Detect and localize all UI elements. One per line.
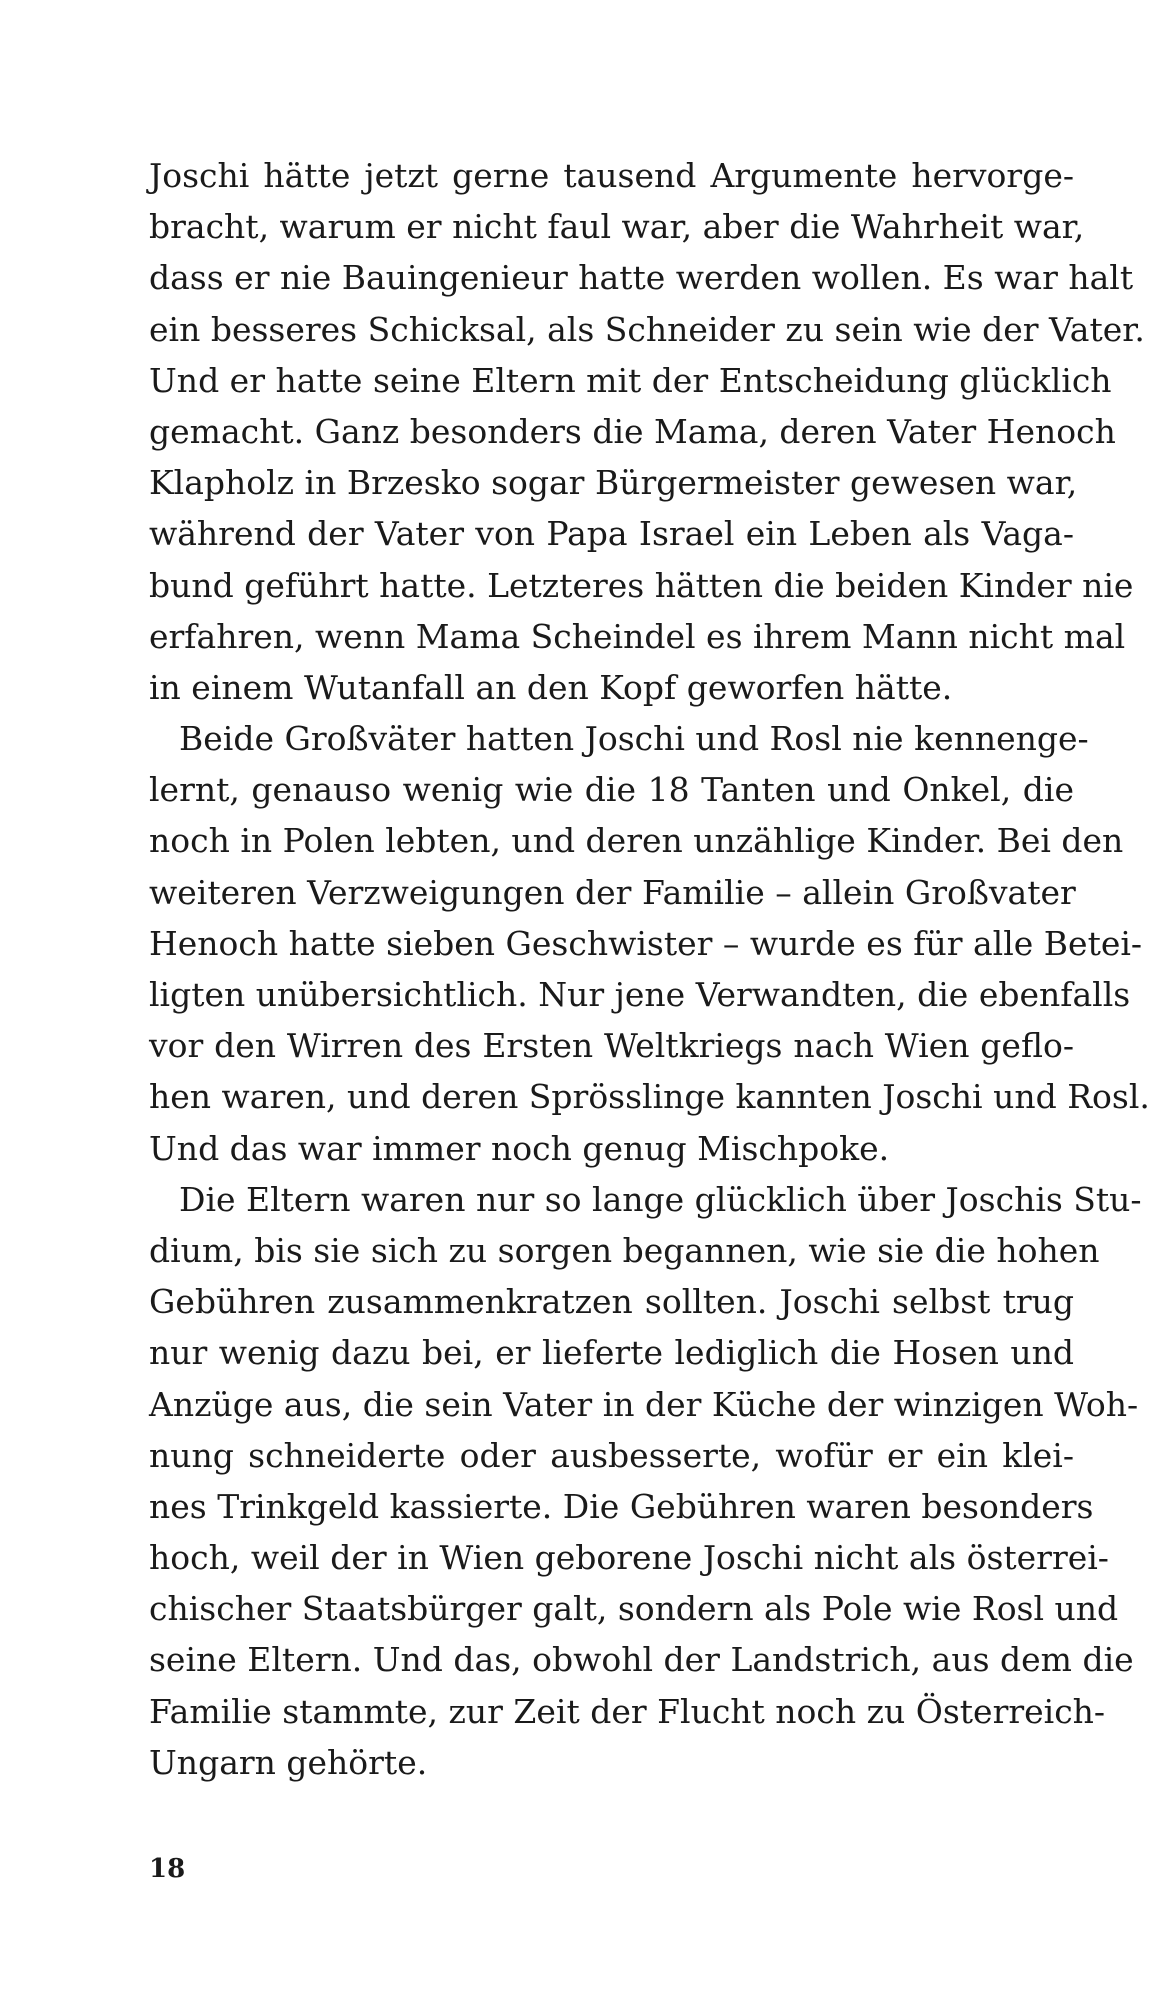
text-line: Beide Großväter hatten Joschi und Rosl nie kennenge- <box>179 719 1089 759</box>
text-line: in einem Wutanfall an den Kopf geworfen hätte. <box>149 667 953 707</box>
text-line: Und er hatte seine Eltern mit der Entscheidung glücklich <box>149 360 1112 400</box>
text-line: weiteren Verzweigungen der Familie – allein Großvater <box>149 872 1076 912</box>
text-line: dium, bis sie sich zu sorgen begannen, wie sie die hohen <box>149 1230 1100 1270</box>
text-line: nung schneiderte oder ausbesserte, wofür er ein klei- <box>149 1435 1074 1475</box>
text-line: lernt, genauso wenig wie die 18 Tanten und Onkel, die <box>149 770 1074 810</box>
text-line: bund geführt hatte. Letzteres hätten die beiden Kinder nie <box>149 565 1134 605</box>
text-line: vor den Wirren des Ersten Weltkriegs nach Wien geflo- <box>149 1026 1074 1066</box>
text-line: Ungarn gehörte. <box>149 1742 428 1782</box>
text-line: hoch, weil der in Wien geborene Joschi nicht als österrei- <box>149 1538 1109 1578</box>
text-line: nes Trinkgeld kassierte. Die Gebühren waren besonders <box>149 1486 1094 1526</box>
text-line: Klapholz in Brzesko sogar Bürgermeister gewesen war, <box>149 463 1078 503</box>
text-line: gemacht. Ganz besonders die Mama, deren Vater Henoch <box>149 411 1116 451</box>
paragraph <box>149 1174 1142 1788</box>
text-line: dass er nie Bauingenieur hatte werden wollen. Es war halt <box>149 258 1134 298</box>
text-line: chischer Staatsbürger galt, sondern als Pole wie Rosl und <box>149 1589 1119 1629</box>
text-line: Henoch hatte sieben Geschwister – wurde es für alle Betei- <box>149 923 1143 963</box>
text-line: erfahren, wenn Mama Scheindel es ihrem Mann nicht mal <box>149 616 1126 656</box>
text-line: Anzüge aus, die sein Vater in der Küche der winzigen Woh- <box>149 1384 1139 1424</box>
text-line: bracht, warum er nicht faul war, aber die Wahrheit war, <box>149 207 1085 247</box>
page-number: 18 <box>149 1854 186 1884</box>
text-line: ein besseres Schicksal, als Schneider zu sein wie der Vater. <box>149 309 1145 349</box>
body-text <box>149 150 1150 1788</box>
text-line: ligten unübersichtlich. Nur jene Verwandten, die ebenfalls <box>149 975 1131 1014</box>
paragraph <box>149 713 1150 1174</box>
paragraph <box>149 150 1145 713</box>
text-line: hen waren, und deren Sprösslinge kannten Joschi und Rosl. <box>149 1077 1150 1117</box>
text-line: noch in Polen lebten, und deren unzählige Kinder. Bei den <box>149 821 1124 861</box>
text-line: während der Vater von Papa Israel ein Leben als Vaga- <box>149 514 1074 554</box>
text-line: nur wenig dazu bei, er lieferte lediglich die Hosen und <box>149 1333 1074 1373</box>
text-line: seine Eltern. Und das, obwohl der Landstrich, aus dem die <box>149 1640 1134 1680</box>
text-line: Gebühren zusammenkratzen sollten. Joschi selbst trug <box>149 1282 1074 1322</box>
text-line: Und das war immer noch genug Mischpoke. <box>149 1128 890 1168</box>
text-line: Familie stammte, zur Zeit der Flucht noch zu Österreich- <box>149 1691 1106 1731</box>
text-line: Joschi hätte jetzt gerne tausend Argumente hervorge- <box>149 156 1074 195</box>
text-line: Die Eltern waren nur so lange glücklich über Joschis Stu- <box>179 1179 1142 1219</box>
